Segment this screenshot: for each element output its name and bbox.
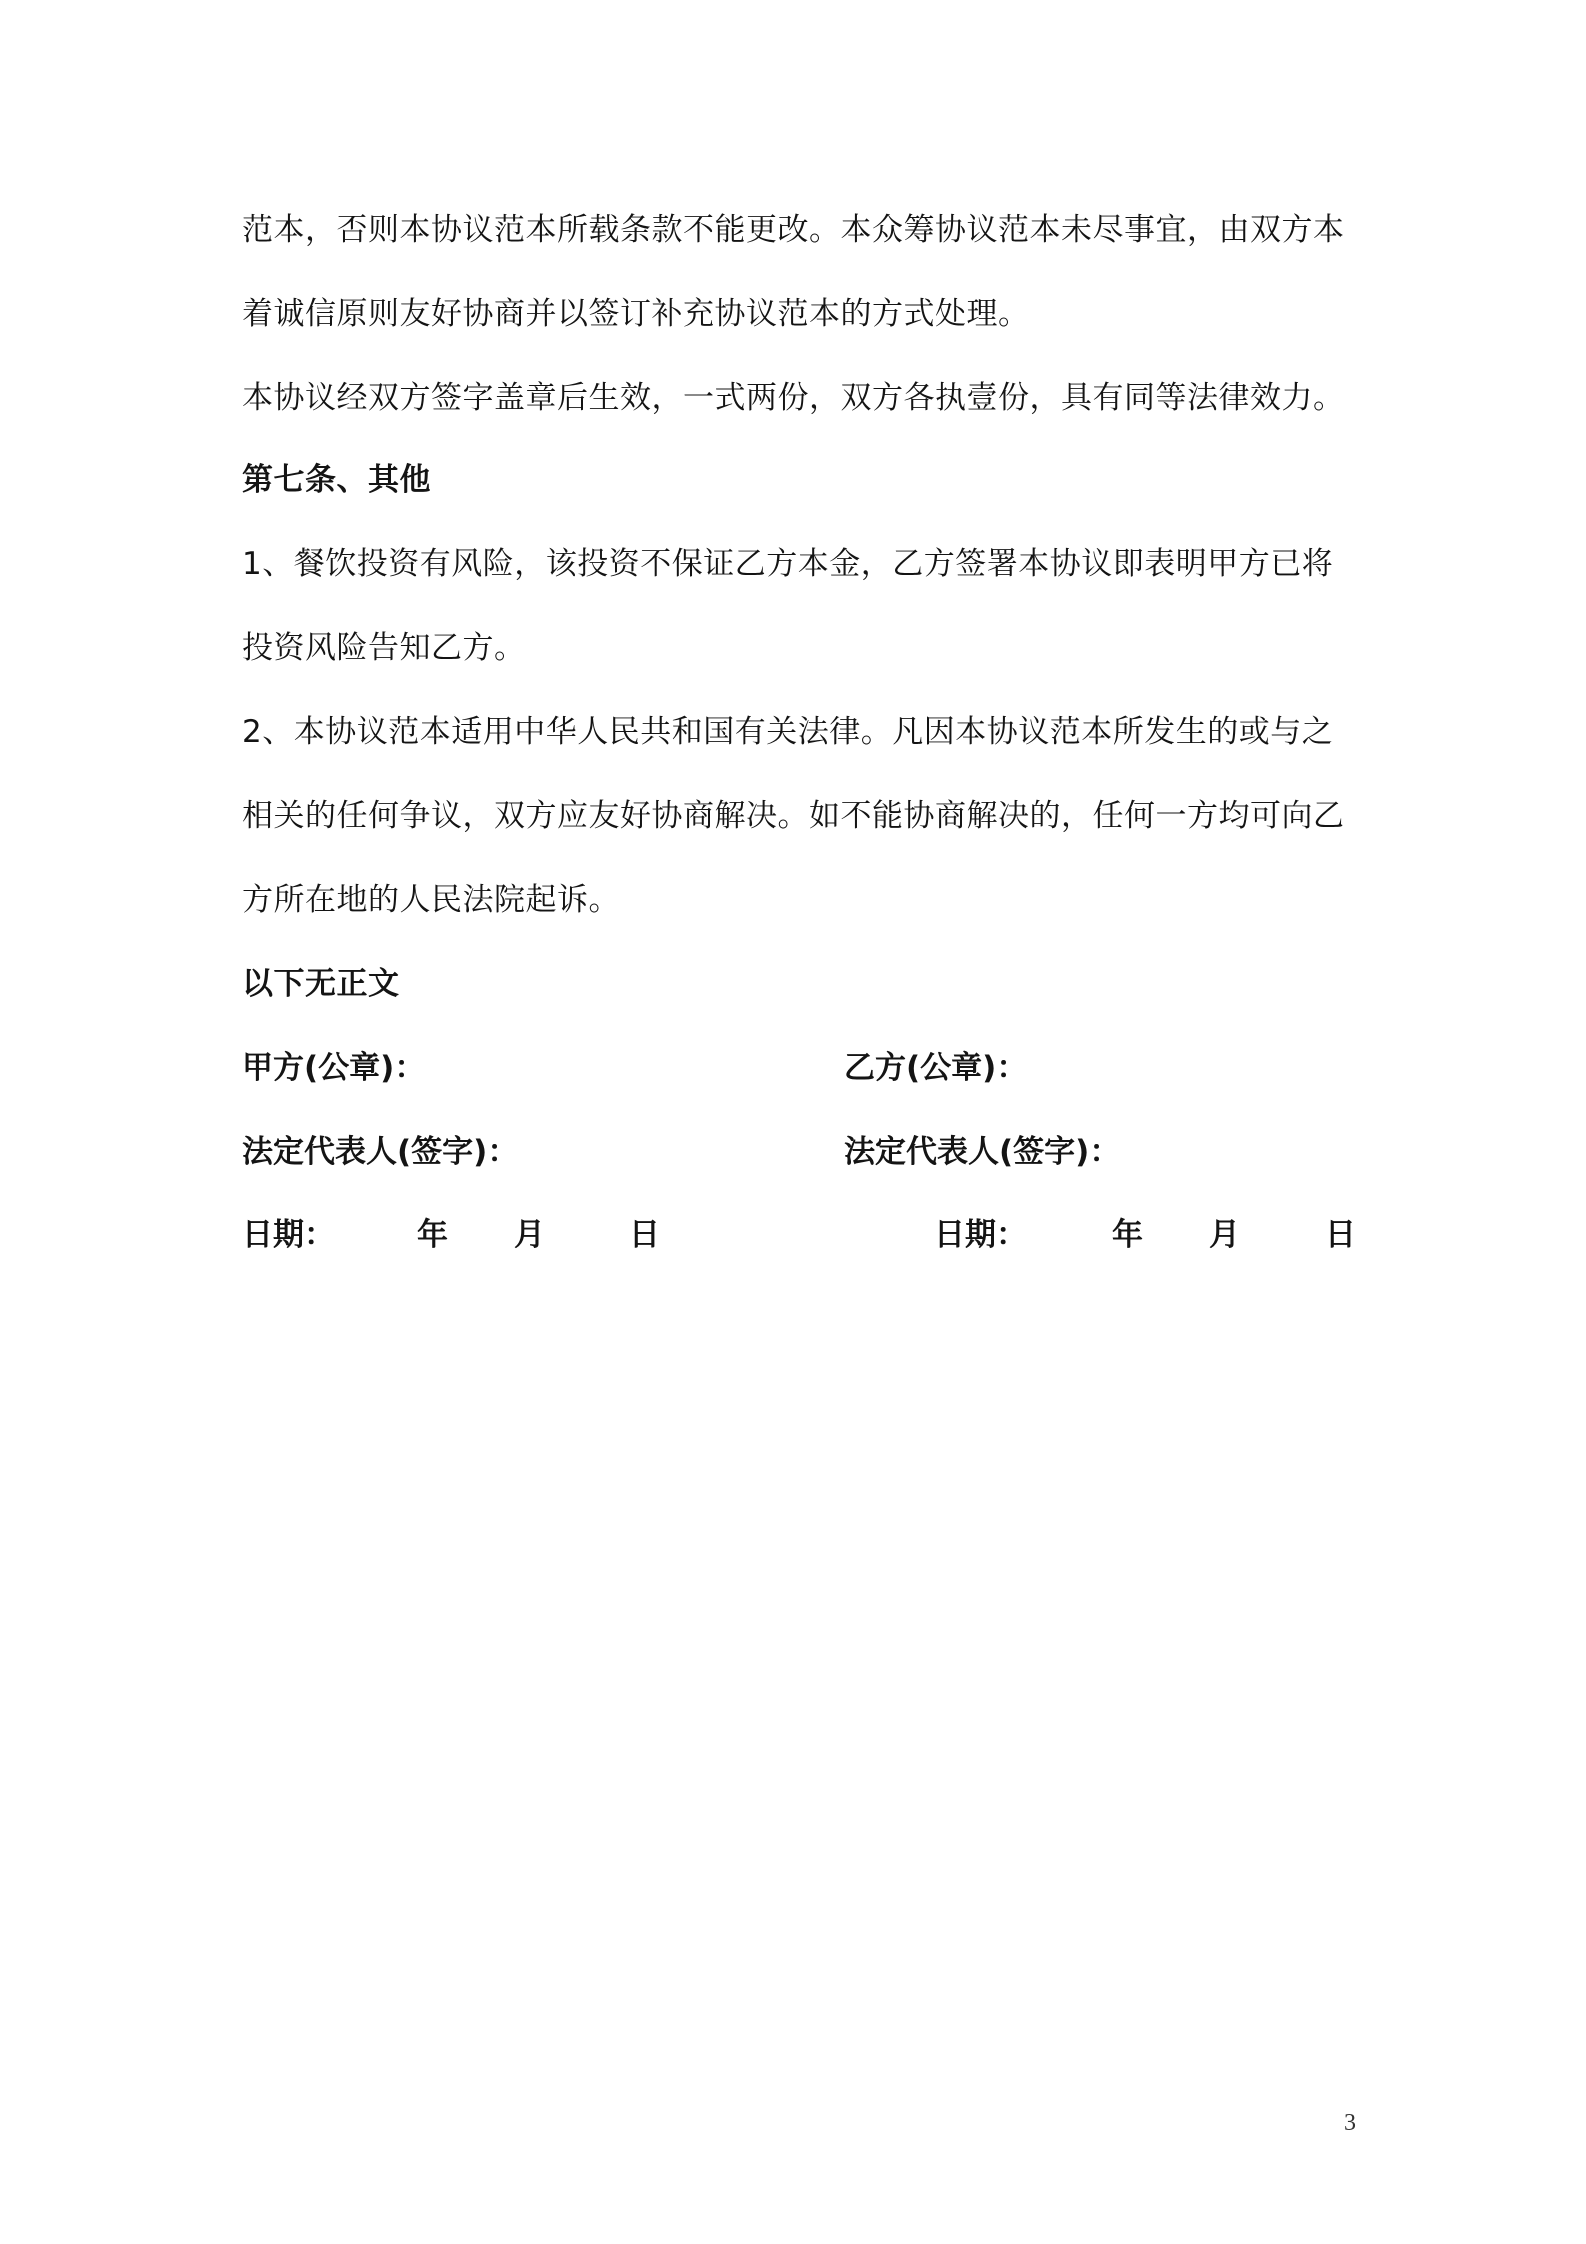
list-item-line: 1、餐饮投资有风险，该投资不保证乙方本金，乙方签署本协议即表明甲方已将 bbox=[242, 546, 1334, 582]
representative-row bbox=[242, 1130, 1357, 1174]
party-a-month: 月 bbox=[514, 1217, 545, 1253]
party-b-rep-label: 法定代表人(签字)： bbox=[844, 1134, 1121, 1170]
section-heading: 第七条、其他 bbox=[242, 462, 431, 498]
party-b-date-label: 日期： bbox=[934, 1217, 1027, 1253]
list-item-line: 投资风险告知乙方。 bbox=[242, 630, 526, 666]
party-b-seal-label: 乙方(公章)： bbox=[844, 1050, 1028, 1086]
party-a-day: 日 bbox=[629, 1217, 660, 1253]
party-a-date-label: 日期： bbox=[242, 1217, 335, 1253]
list-item-line: 相关的任何争议，双方应友好协商解决。如不能协商解决的，任何一方均可向乙 bbox=[242, 798, 1345, 834]
paragraph-line: 本协议经双方签字盖章后生效，一式两份，双方各执壹份，具有同等法律效力。 bbox=[242, 380, 1345, 416]
paragraph-line: 着诚信原则友好协商并以签订补充协议范本的方式处理。 bbox=[242, 296, 1030, 332]
party-a-year: 年 bbox=[417, 1217, 448, 1253]
date-row bbox=[242, 1213, 1357, 1257]
party-a-rep-label: 法定代表人(签字)： bbox=[242, 1134, 519, 1170]
party-b-year: 年 bbox=[1112, 1217, 1143, 1253]
paragraph-line: 范本，否则本协议范本所载条款不能更改。本众筹协议范本未尽事宜，由双方本 bbox=[242, 212, 1345, 248]
list-item-line: 方所在地的人民法院起诉。 bbox=[242, 882, 620, 918]
party-b-day: 日 bbox=[1325, 1217, 1356, 1253]
end-note: 以下无正文 bbox=[242, 966, 400, 1002]
party-b-month: 月 bbox=[1209, 1217, 1240, 1253]
seal-row bbox=[242, 1046, 1357, 1090]
page-number: 3 bbox=[1344, 2110, 1356, 2136]
party-a-seal-label: 甲方(公章)： bbox=[242, 1050, 426, 1086]
list-item-line: 2、本协议范本适用中华人民共和国有关法律。凡因本协议范本所发生的或与之 bbox=[242, 714, 1334, 750]
